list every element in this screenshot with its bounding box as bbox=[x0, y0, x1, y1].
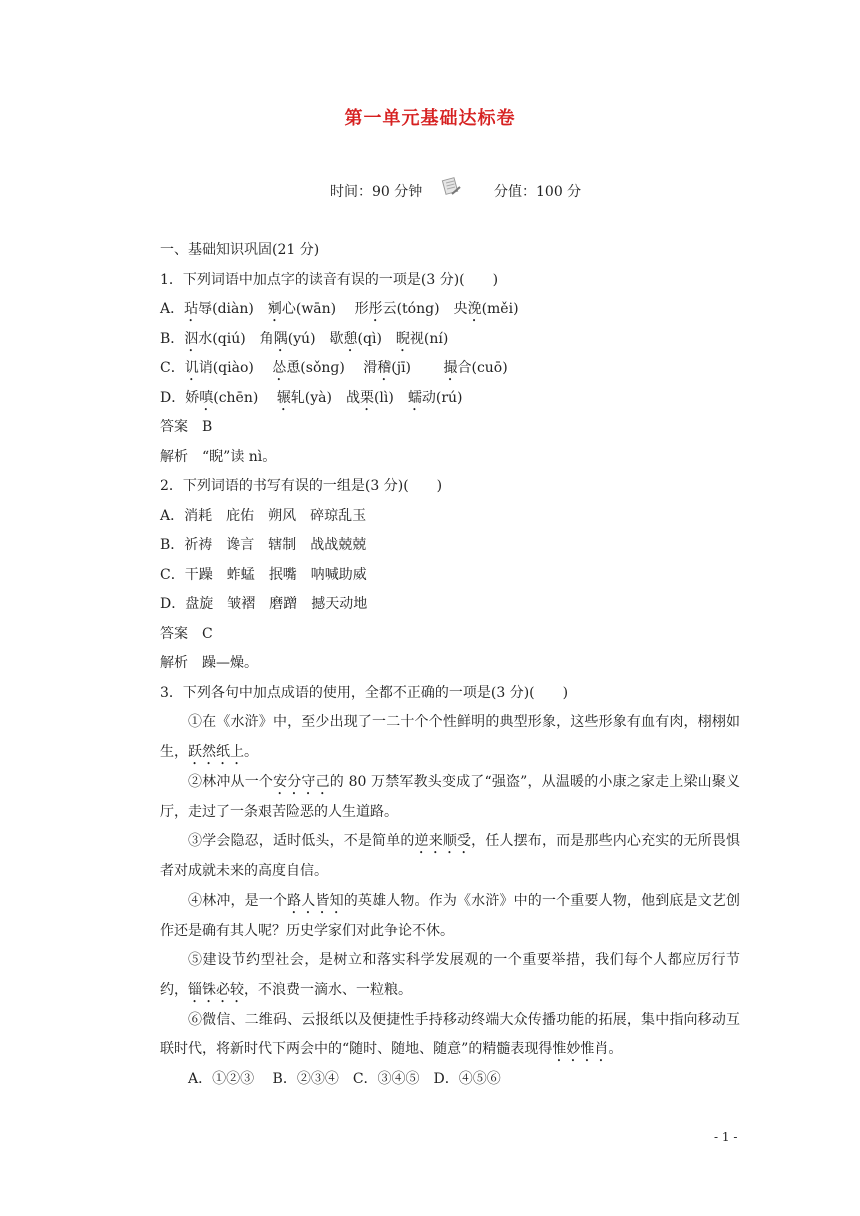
time-limit: 时间：90 分钟 bbox=[330, 184, 423, 200]
page-number: - 1 - bbox=[714, 1130, 738, 1144]
q1-answer: 答案 B bbox=[160, 419, 213, 435]
q1-analysis: 解析 “睨”读 nì。 bbox=[160, 448, 277, 465]
q1-option-c: C．讥诮(qiào) 怂恿(sǒnɡ) 滑稽(jī) 撮合(cuō) bbox=[160, 360, 508, 376]
question-1-stem: 1．下列词语中加点字的读音有误的一项是(3 分)( ) bbox=[160, 271, 499, 288]
q2-analysis: 解析 躁—燥。 bbox=[160, 655, 258, 671]
page-title: 第一单元基础达标卷 bbox=[344, 108, 516, 129]
question-2-stem: 2．下列词语的书写有误的一组是(3 分)( ) bbox=[160, 478, 443, 494]
q3-sentence-3: ③学会隐忍，适时低头，不是简单的逆来顺受，任人摆布，而是那些内心充实的无所畏惧者对成就未来的高度自信。 bbox=[160, 833, 741, 879]
document-pen-icon bbox=[440, 175, 462, 197]
q3-sentence-6: ⑥微信、二维码、云报纸以及便捷性手持移动终端大众传播功能的拓展，集中指向移动互联时代，将新时代下两会中的“随时、随地、随意”的精髓表现得惟妙惟肖。 bbox=[160, 1011, 740, 1057]
q2-answer: 答案 C bbox=[160, 625, 213, 642]
q3-sentence-1: ①在《水浒》中，至少出现了一二十个个性鲜明的典型形象，这些形象有血有肉，栩栩如生，跃然纸上。 bbox=[160, 714, 740, 760]
q1-option-d: D．娇嗔(chēn) 辗轧(yà) 战栗(lì) 蠕动(rú) bbox=[160, 389, 463, 406]
q2-option-a: A．消耗 庇佑 朔风 碎琼乱玉 bbox=[160, 507, 367, 524]
q1-option-a: A．玷辱(diàn) 剜心(wān) 形彤云(tóng) 央浼(měi) bbox=[160, 301, 519, 317]
total-score: 分值：100 分 bbox=[494, 184, 582, 200]
section-heading: 一、基础知识巩固(21 分) bbox=[160, 242, 320, 258]
q2-option-c: C．干躁 蚱蜢 抿嘴 呐喊助威 bbox=[160, 566, 367, 583]
q2-option-b: B．祈祷 谗言 辖制 战战兢兢 bbox=[160, 537, 367, 553]
q3-sentence-2: ②林冲从一个安分守己的 80 万禁军教头变成了“强盗”，从温暖的小康之家走上梁山聚义厅，走过了一条艰苦险恶的人生道路。 bbox=[160, 773, 741, 820]
q3-sentence-4: ④林冲，是一个路人皆知的英雄人物。作为《水浒》中的一个重要人物，他到底是文艺创作还是确有其人呢？历史学家们对此争论不休。 bbox=[160, 892, 741, 939]
q1-option-b: B．泅水(qiú) 角隅(yú) 歇憩(qì) 睨视(ní) bbox=[160, 330, 449, 347]
exam-content bbox=[160, 236, 740, 1095]
question-3-stem: 3．下列各句中加点成语的使用，全都不正确的一项是(3 分)( ) bbox=[160, 684, 569, 701]
q3-options: A．①②③ B．②③④ C．③④⑤ D．④⑤⑥ bbox=[188, 1071, 501, 1087]
q2-option-d: D．盘旋 皱褶 磨蹭 撼天动地 bbox=[160, 596, 368, 612]
q3-sentence-5: ⑤建设节约型社会，是树立和落实科学发展观的一个重要举措，我们每个人都应厉行节约，锱铢必较，不浪费一滴水、一粒粮。 bbox=[160, 952, 740, 998]
